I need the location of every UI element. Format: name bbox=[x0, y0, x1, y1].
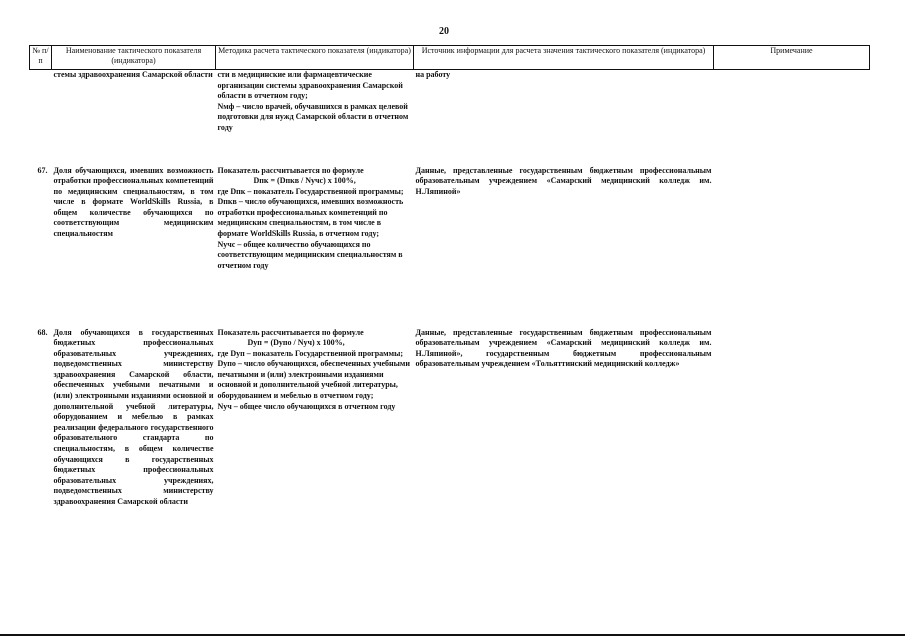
table-row bbox=[30, 70, 870, 166]
table-header-row bbox=[30, 46, 870, 70]
table-row bbox=[30, 166, 870, 328]
calc-method bbox=[216, 70, 414, 166]
method-line: Nмф – число врачей, обучавшихся в рамках целевой подготовки для нужд Самарской области в отчетном году bbox=[217, 101, 409, 132]
info-source: Данные, представленные государственным бюджетным профессиональным образовательным учреждением «Самарский медицинский колледж им. Н.Ляпиной» bbox=[415, 165, 712, 196]
indicator-name: Доля обучающихся, имевших возможность отработки профессиональных компетенций по медицинским специальностям, в том числе в формате WorldSkills Russia, в общем количестве обучающихся по соответствующим медицинским специальностям bbox=[53, 165, 214, 239]
method-formula: Dпк = (Dпкв / Nучс) x 100%, bbox=[253, 176, 356, 186]
method-line: Dпкв – число обучающихся, имевших возможность отработки профессиональных компетенций по медицинским специальностям, в том числе в формате WorldSkills Russia, в отчетном году; bbox=[217, 197, 404, 239]
header-source: Источник информации для расчета значения тактического показателя (индикатора) bbox=[414, 46, 714, 70]
header-name: Наименование тактического показателя (индикатора) bbox=[52, 46, 216, 70]
method-intro: Показатель рассчитывается по формуле bbox=[217, 327, 364, 337]
method-line: Nуч – общее число обучающихся в отчетном году bbox=[217, 401, 396, 411]
note bbox=[714, 70, 870, 166]
note bbox=[714, 166, 870, 328]
method-line: где Dуп – показатель Государственной программы; bbox=[217, 348, 403, 358]
calc-method bbox=[216, 328, 414, 508]
method-formula: Dуп = (Dупо / Nуч) x 100%, bbox=[247, 338, 345, 348]
table-row bbox=[30, 328, 870, 508]
calc-method bbox=[216, 166, 414, 328]
row-number bbox=[30, 70, 52, 166]
method-line: Dупо – число обучающихся, обеспеченных учебными печатными и (или) электронными изданиями основной и дополнительной учебной литературы, оборудованием и мебелью в отчетном году; bbox=[217, 359, 410, 401]
method-line: сти в медицинские или фармацевтические организации системы здравоохранения Самарской области в отчетном году; bbox=[217, 70, 403, 101]
indicator-table bbox=[29, 45, 870, 508]
method-intro: Показатель рассчитывается по формуле bbox=[217, 165, 364, 175]
indicator-name: Доля обучающихся в государственных бюджетных профессиональных образовательных учреждениях, подведомственных министерству здравоохранения Самарской области, обеспеченных учебными печатными и (или) электронными изданиями основной и дополнительной учебной литературы, оборудованием и мебелью в рамках реализации федерального государственного образовательного стандарта по специальностям, в общем количестве обучающихся в государственных бюджетных профессиональных образовательных учреждениях, подведомственных министерству здравоохранения Самарской области bbox=[53, 327, 214, 506]
page-bottom-rule bbox=[0, 634, 905, 636]
method-line: где Dпк – показатель Государственной программы; bbox=[217, 186, 404, 196]
info-source: Данные, представленные государственным бюджетным профессиональным образовательным учреждением «Самарский медицинский колледж им. Н.Ляпиной», государственным бюджетным профессиональным образовательным учреждением «Тольяттинский медицинский колледж» bbox=[415, 327, 712, 369]
note bbox=[714, 328, 870, 508]
info-source: на работу bbox=[415, 70, 451, 79]
header-num: № п/п bbox=[30, 46, 52, 70]
row-number: 67. bbox=[37, 165, 48, 175]
page-number: 20 bbox=[439, 26, 449, 37]
header-note: Примечание bbox=[714, 46, 870, 70]
header-method: Методика расчета тактического показателя (индикатора) bbox=[216, 46, 414, 70]
indicator-name: стемы здравоохранения Самарской области bbox=[53, 70, 213, 79]
row-number: 68. bbox=[37, 327, 48, 337]
method-line: Nучс – общее количество обучающихся по соответствующим медицинским специальностям в отчетном году bbox=[217, 239, 403, 270]
